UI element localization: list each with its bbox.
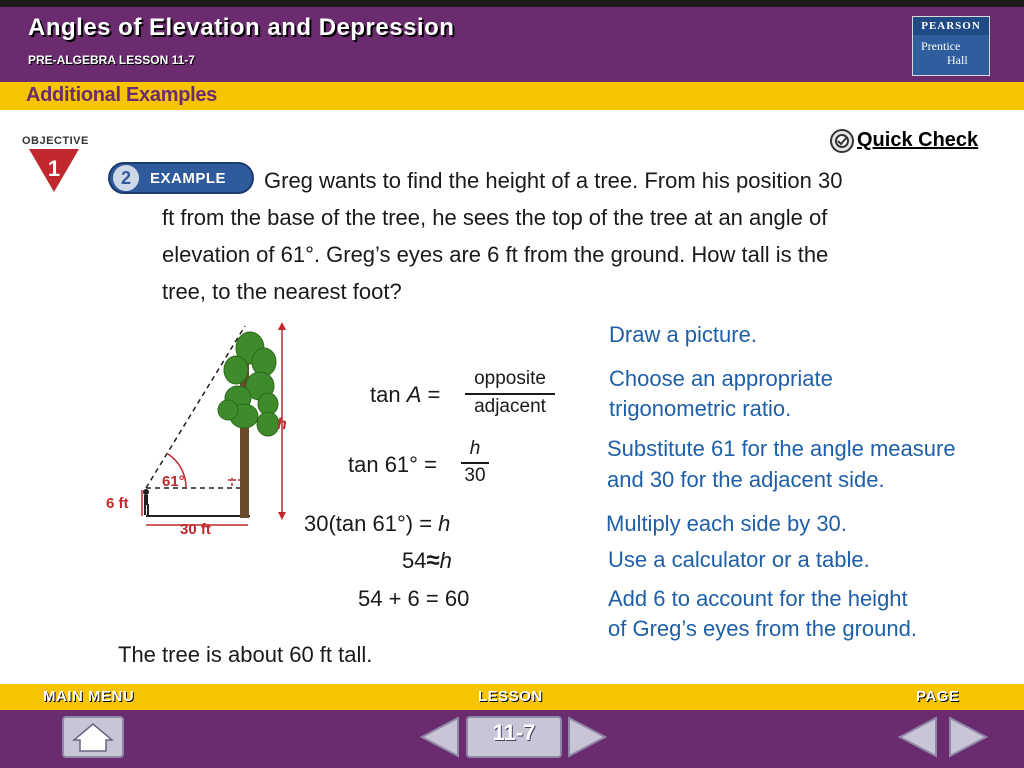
home-icon (64, 718, 122, 756)
publisher-logo (912, 16, 990, 76)
lesson-number: 11-7 (492, 720, 536, 745)
logo-line-1: Prentice (921, 39, 961, 53)
eq4-approx: ≈ (426, 547, 440, 574)
eq4-variable: h (439, 548, 452, 573)
distance-label: 30 ft (180, 521, 211, 538)
angle-label: 61° (162, 473, 185, 490)
logo-line-2: Hall (947, 53, 968, 67)
eq2-denominator: 30 (464, 465, 486, 486)
page-prev-button[interactable] (898, 716, 938, 758)
eq1-variable: A (406, 382, 422, 407)
eq1-equals: = (421, 382, 441, 407)
objective-triangle-icon (28, 148, 80, 194)
person-figure (143, 489, 149, 515)
top-border (0, 0, 1024, 7)
main-menu-label: MAIN MENU (43, 688, 135, 705)
example-label: EXAMPLE (150, 170, 227, 187)
problem-line-1: Greg wants to find the height of a tree. From his position 30 (264, 168, 843, 193)
lesson-label: LESSON (478, 688, 543, 705)
equation-5: 54 + 6 = 60 (358, 586, 470, 611)
eq1-denominator: adjacent (474, 396, 546, 417)
note-3a: Substitute 61 for the angle measure (607, 436, 956, 461)
section-title: Additional Examples (26, 84, 218, 106)
note-6a: Add 6 to account for the height (608, 586, 908, 611)
note-3b: and 30 for the adjacent side. (607, 467, 885, 492)
conclusion-text: The tree is about 60 ft tall. (118, 642, 373, 667)
example-number: 2 (113, 165, 139, 191)
note-4: Multiply each side by 30. (606, 511, 847, 536)
eq3-variable: h (438, 511, 451, 536)
lesson-prev-button[interactable] (420, 716, 460, 758)
note-2a: Choose an appropriate (609, 366, 833, 391)
problem-line-3: elevation of 61°. Greg’s eyes are 6 ft from the ground. How tall is the (162, 242, 829, 267)
eq4-left: 54 (402, 548, 427, 573)
eq2-fraction-bar (461, 462, 489, 464)
equation-3 (304, 511, 450, 537)
page-label: PAGE (916, 688, 960, 705)
quick-check-icon[interactable] (829, 128, 855, 154)
objective-number: 1 (47, 156, 61, 181)
lesson-subtitle: PRE-ALGEBRA LESSON 11-7 (28, 53, 195, 67)
eye-height-label: 6 ft (106, 495, 129, 512)
page-next-button[interactable] (948, 716, 988, 758)
tree-foliage (218, 332, 279, 436)
logo-top-text: PEARSON (913, 17, 989, 35)
eq2-numerator: h (469, 438, 481, 459)
note-6b: of Greg’s eyes from the ground. (608, 616, 917, 641)
equation-2-left: tan 61° = (348, 452, 437, 477)
eq3-left: 30(tan 61°) = (304, 511, 439, 536)
eq1-left: tan (370, 382, 407, 407)
objective-label: OBJECTIVE (22, 135, 89, 147)
note-2b: trigonometric ratio. (609, 396, 792, 421)
equation-1 (370, 382, 440, 408)
page-title: Angles of Elevation and Depression (28, 14, 455, 41)
equation-4 (402, 547, 452, 575)
note-1: Draw a picture. (609, 322, 757, 347)
problem-line-4: tree, to the nearest foot? (162, 279, 402, 304)
tree-diagram (100, 318, 310, 543)
quick-check-link[interactable]: Quick Check (857, 129, 979, 151)
eq1-numerator: opposite (474, 368, 546, 389)
lesson-number-box (466, 716, 562, 758)
note-5: Use a calculator or a table. (608, 547, 870, 572)
height-label: h (277, 416, 287, 433)
problem-line-2: ft from the base of the tree, he sees the top of the tree at an angle of (162, 205, 828, 230)
main-menu-button[interactable] (62, 716, 124, 758)
eq1-fraction-bar (465, 393, 555, 395)
lesson-next-button[interactable] (567, 716, 607, 758)
